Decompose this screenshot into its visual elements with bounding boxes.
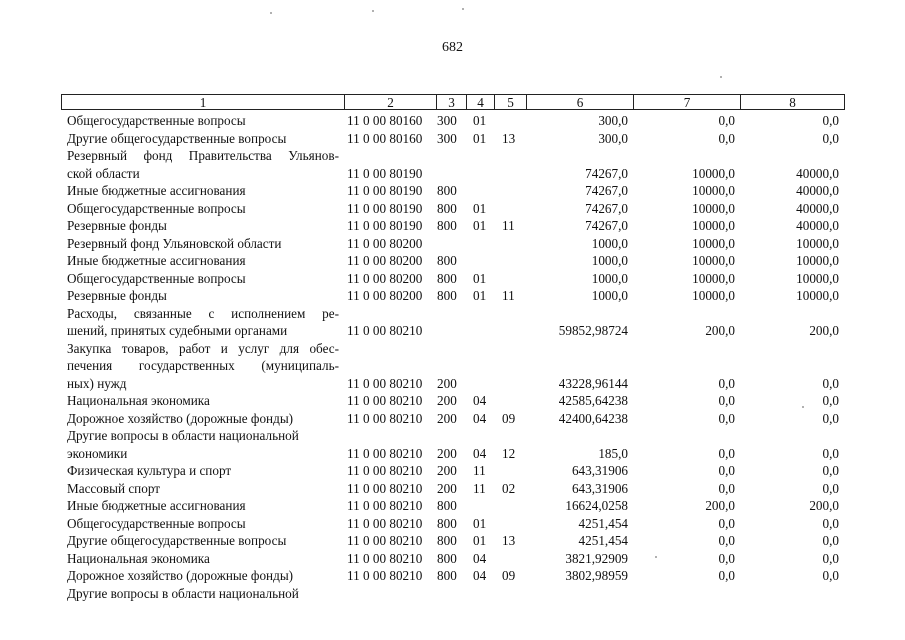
row-amount-col8: 0,0 (822, 113, 839, 128)
row-description: Иные бюджетные ассигнования (67, 183, 246, 198)
row-target-code: 11 0 00 80210 (347, 533, 423, 548)
header-col-7: 7 (633, 94, 740, 110)
header-col-4: 4 (466, 94, 494, 110)
row-description: Общегосударственные вопросы (67, 200, 246, 216)
row-amount-col8: 0,0 (822, 130, 839, 146)
row-amount-col8: 0,0 (822, 533, 839, 548)
header-col-8: 8 (740, 94, 845, 110)
row-target-code: 11 0 00 80210 (347, 568, 423, 583)
row-description: шений, принятых судебными органами (67, 323, 288, 338)
row-amount-col7: 0,0 (718, 375, 735, 391)
row-target-code: 11 0 00 80200 (347, 288, 423, 303)
row-amount-col6: 185,0 (598, 445, 628, 461)
row-target-code: 11 0 00 80190 (347, 183, 423, 198)
row-amount-col8: 200,0 (809, 498, 839, 513)
row-description: экономики (67, 445, 128, 461)
row-section: 01 (473, 200, 487, 216)
table-row (0, 235, 905, 253)
row-amount-col7: 0,0 (718, 533, 735, 548)
table-row (0, 515, 905, 533)
page-number: 682 (442, 40, 463, 55)
row-amount-col7: 0,0 (718, 568, 735, 583)
row-expense-type: 800 (437, 550, 457, 566)
row-target-code: 11 0 00 80210 (347, 323, 423, 338)
table-row (0, 585, 905, 603)
header-col-6: 6 (526, 94, 633, 110)
table-row (0, 287, 905, 305)
row-description: ской области (67, 165, 140, 181)
row-subsection: 11 (502, 288, 515, 303)
row-description: Другие общегосударственные вопросы (67, 130, 287, 146)
row-target-code: 11 0 00 80160 (347, 130, 423, 146)
row-amount-col6: 643,31906 (571, 463, 628, 478)
row-amount-col6: 16624,0258 (565, 498, 628, 513)
row-target-code: 11 0 00 80200 (347, 253, 423, 268)
row-section: 04 (473, 410, 487, 426)
row-section: 01 (473, 288, 487, 303)
row-description: Иные бюджетные ассигнования (67, 253, 246, 268)
row-amount-col8: 0,0 (822, 410, 839, 426)
table-row (0, 252, 905, 270)
row-subsection: 09 (502, 568, 516, 583)
row-amount-col8: 200,0 (809, 323, 839, 338)
table-row (0, 270, 905, 288)
row-amount-col8: 40000,0 (796, 200, 839, 216)
scan-speck (802, 406, 804, 408)
row-description: Общегосударственные вопросы (67, 113, 246, 128)
row-target-code: 11 0 00 80200 (347, 270, 423, 286)
row-target-code: 11 0 00 80210 (347, 463, 423, 478)
row-expense-type: 200 (437, 393, 457, 408)
row-amount-col6: 300,0 (598, 113, 628, 128)
row-amount-col7: 0,0 (718, 393, 735, 408)
row-amount-col7: 10000,0 (692, 183, 735, 198)
row-description: Иные бюджетные ассигнования (67, 498, 246, 513)
row-amount-col7: 200,0 (705, 498, 735, 513)
row-amount-col6: 59852,98724 (558, 323, 628, 338)
row-section: 04 (473, 445, 487, 461)
row-expense-type: 200 (437, 463, 457, 478)
row-expense-type: 200 (437, 445, 457, 461)
row-amount-col6: 42585,64238 (558, 393, 628, 408)
row-section: 04 (473, 550, 487, 566)
row-amount-col6: 3821,92909 (565, 550, 628, 566)
row-expense-type: 800 (437, 515, 457, 531)
row-section: 01 (473, 113, 487, 128)
row-expense-type: 800 (437, 183, 457, 198)
row-amount-col6: 4251,454 (578, 515, 628, 531)
row-amount-col8: 0,0 (822, 550, 839, 566)
row-amount-col8: 0,0 (822, 393, 839, 408)
row-amount-col8: 0,0 (822, 568, 839, 583)
row-description: ных) нужд (67, 375, 127, 391)
row-expense-type: 800 (437, 533, 457, 548)
row-section: 01 (473, 130, 487, 146)
row-target-code: 11 0 00 80210 (347, 480, 423, 496)
row-target-code: 11 0 00 80160 (347, 113, 423, 128)
row-amount-col6: 74267,0 (585, 218, 628, 233)
row-description: Резервные фонды (67, 288, 167, 303)
row-amount-col6: 74267,0 (585, 183, 628, 198)
row-amount-col8: 0,0 (822, 375, 839, 391)
row-amount-col8: 10000,0 (796, 270, 839, 286)
row-amount-col6: 43228,96144 (558, 375, 628, 391)
row-description: Закупка товаров, работ и услуг для обес- (67, 340, 339, 356)
table-row (0, 340, 905, 358)
row-amount-col7: 0,0 (718, 113, 735, 128)
row-expense-type: 800 (437, 498, 457, 513)
table-row (0, 165, 905, 183)
table-row (0, 112, 905, 130)
table-row (0, 392, 905, 410)
row-description: Резервные фонды (67, 218, 167, 233)
row-amount-col6: 1000,0 (591, 235, 628, 251)
row-amount-col8: 40000,0 (796, 218, 839, 233)
header-col-1: 1 (61, 94, 344, 110)
row-subsection: 13 (502, 533, 516, 548)
row-description: Расходы, связанные с исполнением ре- (67, 305, 339, 321)
row-expense-type: 800 (437, 218, 457, 233)
row-amount-col6: 643,31906 (571, 480, 628, 496)
row-subsection: 02 (502, 480, 516, 496)
row-amount-col6: 3802,98959 (565, 568, 628, 583)
scan-speck (462, 8, 464, 10)
table-row (0, 445, 905, 463)
table-row (0, 375, 905, 393)
row-amount-col6: 1000,0 (591, 288, 628, 303)
row-subsection: 11 (502, 218, 515, 233)
row-description: Дорожное хозяйство (дорожные фонды) (67, 568, 294, 583)
row-expense-type: 800 (437, 253, 457, 268)
row-target-code: 11 0 00 80210 (347, 393, 423, 408)
table-row (0, 497, 905, 515)
row-target-code: 11 0 00 80190 (347, 165, 423, 181)
row-subsection: 12 (502, 445, 516, 461)
row-target-code: 11 0 00 80210 (347, 445, 423, 461)
row-description: Дорожное хозяйство (дорожные фонды) (67, 410, 294, 426)
row-description: Резервный фонд Правительства Ульянов- (67, 148, 339, 163)
table-row (0, 147, 905, 165)
row-amount-col6: 42400,64238 (558, 410, 628, 426)
table-row (0, 217, 905, 235)
row-description: Общегосударственные вопросы (67, 515, 246, 531)
scan-speck (372, 10, 374, 12)
row-amount-col6: 4251,454 (578, 533, 628, 548)
row-section: 01 (473, 515, 487, 531)
table-row (0, 480, 905, 498)
row-amount-col6: 1000,0 (591, 270, 628, 286)
row-expense-type: 800 (437, 568, 457, 583)
row-amount-col7: 200,0 (705, 323, 735, 338)
row-description: Резервный фонд Ульяновской области (67, 235, 282, 251)
row-amount-col7: 0,0 (718, 445, 735, 461)
row-amount-col7: 10000,0 (692, 253, 735, 268)
table-row (0, 462, 905, 480)
row-amount-col7: 0,0 (718, 130, 735, 146)
row-amount-col6: 300,0 (598, 130, 628, 146)
row-amount-col7: 0,0 (718, 480, 735, 496)
header-col-3: 3 (436, 94, 466, 110)
row-amount-col8: 0,0 (822, 445, 839, 461)
row-amount-col7: 10000,0 (692, 270, 735, 286)
row-target-code: 11 0 00 80210 (347, 498, 423, 513)
row-target-code: 11 0 00 80210 (347, 375, 423, 391)
row-section: 04 (473, 568, 487, 583)
row-description: Национальная экономика (67, 393, 210, 408)
row-target-code: 11 0 00 80210 (347, 550, 423, 566)
row-amount-col7: 0,0 (718, 515, 735, 531)
row-amount-col7: 10000,0 (692, 288, 735, 303)
row-description: Другие общегосударственные вопросы (67, 533, 287, 548)
row-amount-col8: 0,0 (822, 515, 839, 531)
row-target-code: 11 0 00 80190 (347, 200, 423, 216)
row-amount-col7: 0,0 (718, 550, 735, 566)
row-amount-col8: 0,0 (822, 480, 839, 496)
header-col-5: 5 (494, 94, 526, 110)
table-row (0, 182, 905, 200)
row-amount-col8: 10000,0 (796, 235, 839, 251)
row-expense-type: 300 (437, 113, 457, 128)
row-expense-type: 800 (437, 270, 457, 286)
table-row (0, 567, 905, 585)
row-amount-col8: 10000,0 (796, 253, 839, 268)
row-expense-type: 200 (437, 410, 457, 426)
row-expense-type: 200 (437, 480, 457, 496)
row-section: 04 (473, 393, 487, 408)
table-row (0, 532, 905, 550)
row-expense-type: 800 (437, 200, 457, 216)
row-amount-col7: 10000,0 (692, 218, 735, 233)
row-expense-type: 800 (437, 288, 457, 303)
scan-speck (655, 556, 657, 558)
row-amount-col7: 10000,0 (692, 200, 735, 216)
row-description: Другие вопросы в области национальной (67, 585, 299, 601)
row-description: Национальная экономика (67, 550, 210, 566)
row-section: 01 (473, 270, 487, 286)
row-section: 01 (473, 218, 487, 233)
row-expense-type: 200 (437, 375, 457, 391)
row-target-code: 11 0 00 80210 (347, 410, 423, 426)
scan-speck (270, 12, 272, 14)
table-row (0, 130, 905, 148)
row-description: Физическая культура и спорт (67, 463, 232, 478)
row-amount-col7: 10000,0 (692, 165, 735, 181)
scan-speck (720, 76, 722, 78)
row-section: 11 (473, 463, 486, 478)
table-row (0, 322, 905, 340)
row-amount-col6: 74267,0 (585, 165, 628, 181)
row-expense-type: 300 (437, 130, 457, 146)
table-row (0, 357, 905, 375)
table-row (0, 427, 905, 445)
row-amount-col8: 40000,0 (796, 183, 839, 198)
row-amount-col6: 74267,0 (585, 200, 628, 216)
table-row (0, 200, 905, 218)
row-description: Другие вопросы в области национальной (67, 428, 299, 443)
row-amount-col8: 0,0 (822, 463, 839, 478)
table-row (0, 305, 905, 323)
row-amount-col8: 10000,0 (796, 288, 839, 303)
row-target-code: 11 0 00 80200 (347, 235, 423, 251)
row-description: Общегосударственные вопросы (67, 270, 246, 286)
table-body (0, 112, 905, 602)
table-row (0, 410, 905, 428)
header-col-2: 2 (344, 94, 436, 110)
row-subsection: 13 (502, 130, 516, 146)
row-amount-col7: 0,0 (718, 463, 735, 478)
row-subsection: 09 (502, 410, 516, 426)
row-amount-col7: 0,0 (718, 410, 735, 426)
row-amount-col6: 1000,0 (591, 253, 628, 268)
row-description: печения государственных (муниципаль- (67, 358, 339, 373)
table-row (0, 550, 905, 568)
row-section: 11 (473, 480, 486, 496)
row-target-code: 11 0 00 80190 (347, 218, 423, 233)
row-target-code: 11 0 00 80210 (347, 515, 423, 531)
row-amount-col8: 40000,0 (796, 165, 839, 181)
row-description: Массовый спорт (67, 480, 161, 496)
row-section: 01 (473, 533, 487, 548)
row-amount-col7: 10000,0 (692, 235, 735, 251)
